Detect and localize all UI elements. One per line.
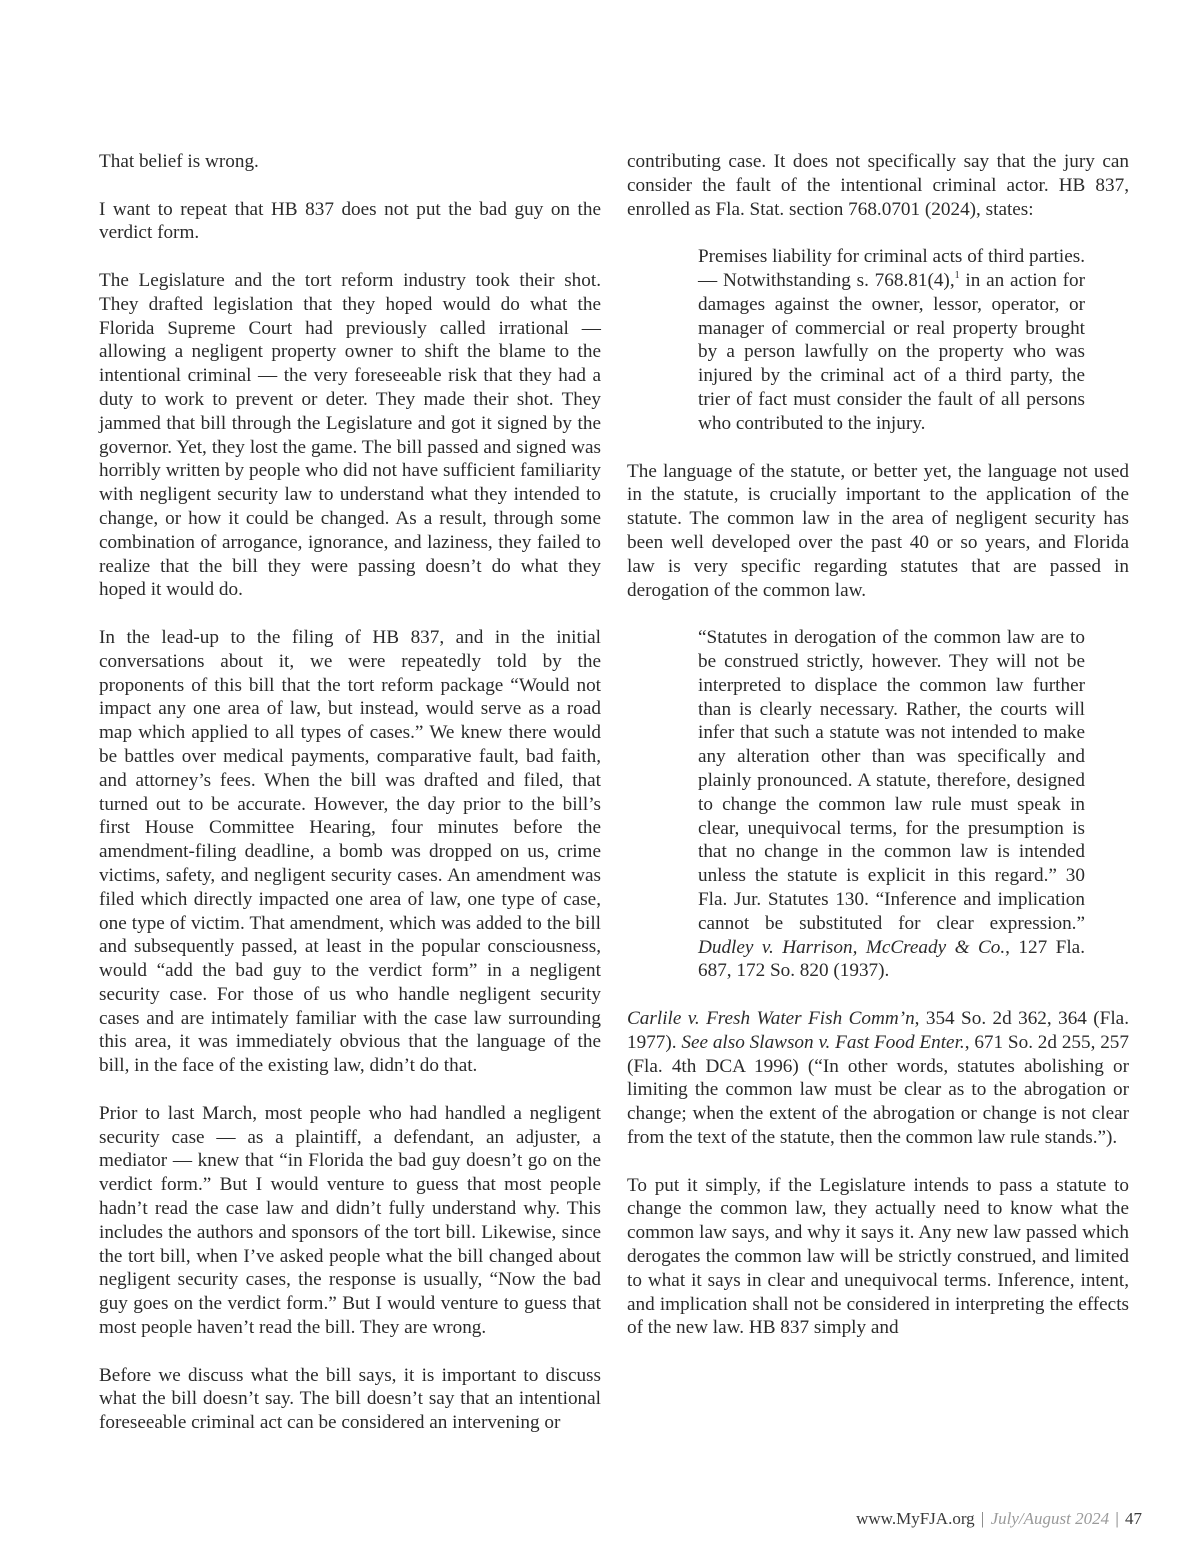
case-name: Carlile v. Fresh Water Fish Comm’n: [627, 1008, 915, 1030]
case-law-quote-text: [698, 626, 1085, 983]
right-column: [627, 150, 1129, 1364]
citation: , 127 Fla. 687, 172 So. 820 (1937).: [698, 936, 1085, 982]
footer-separator: |: [980, 1509, 985, 1528]
paragraph: I want to repeat that HB 837 does not put the bad guy on the verdict form.: [99, 198, 601, 244]
paragraph: contributing case. It does not specifically say that the jury can consider the fault of the intentional criminal actor. HB 837, enrolled as Fla. Stat. section 768.0701 (2024), states:: [627, 151, 1129, 220]
footnote-marker: 1: [954, 269, 960, 281]
paragraph: [627, 1007, 1129, 1150]
paragraph: To put it simply, if the Legislature intends to pass a statute to change the common law, they actually need to know what the common law says, and why it says it. Any new law passed which derogates the common law will be strictly construed, and limited to what it says in clear and unequivocal terms. Inference, intent, and implication shall not be considered in interpreting the effects of the new law. HB 837 simply and: [627, 1174, 1129, 1339]
quote-text: “Statutes in derogation of the common law are to be construed strictly, however. They will not be interpreted to displace the common law further than is clearly necessary. Rather, the courts will infer that such a statute was not intended to make any alteration other than was specifically and plainly pronounced. A statute, therefore, designed to change the common law rule must speak in clear, unequivocal terms, for the presumption is that no change in the common law is intended unless the statute is explicit in this regard.” 30 Fla. Jur. Statutes 130. “Inference and implication cannot be substituted for clear expression.”: [698, 627, 1085, 934]
paragraph: Prior to last March, most people who had handled a negligent security case — as a plaintiff, a defendant, an adjuster, a mediator — knew that “in Florida the bad guy doesn’t go on the verdict form.” But I would venture to guess that most people hadn’t read the case law and didn’t fully understand why. This includes the authors and sponsors of the tort bill. Likewise, since the tort bill, when I’ve asked people what the bill changed about negligent security cases, the response is usually, “Now the bad guy goes on the verdict form.” But I would venture to guess that most people haven’t read the bill. They are wrong.: [99, 1102, 601, 1339]
paragraph: That belief is wrong.: [99, 151, 259, 172]
paragraph: The language of the statute, or better yet, the language not used in the statute, is crucially important to the application of the statute. The common law in the area of negligent security has been well developed over the past 40 or so years, and Florida law is very specific regarding statutes that are passed in derogation of the common law.: [627, 460, 1129, 601]
issue-date: July/August 2024: [990, 1509, 1110, 1528]
website-link[interactable]: www.MyFJA.org: [856, 1509, 975, 1528]
citation: , 354 So. 2d 362, 364 (Fla. 1977).: [627, 1008, 1129, 1053]
paragraph: Before we discuss what the bill says, it is important to discuss what the bill doesn’t say. The bill doesn’t say that an intentional foreseeable criminal act can be considered an intervening or: [99, 1364, 601, 1434]
case-law-block-quote: [698, 626, 1085, 983]
quote-text: Premises liability for criminal acts of third parties. — Notwithstanding s. 768.81(4),: [698, 246, 1085, 291]
footer-separator: |: [1115, 1509, 1119, 1528]
quote-text: in an action for damages against the owner, lessor, operator, or manager of commercial or real property brought by a person lawfully on the property who was injured by the criminal act of a third party, the trier of fact must consider the fault of all persons who contributed to the injury.: [698, 269, 1085, 434]
case-name: Dudley v. Harrison, McCready & Co.: [698, 936, 1006, 958]
statute-block-quote: [698, 245, 1085, 435]
case-name: See also Slawson v. Fast Food Enter.: [681, 1031, 965, 1053]
statute-quote-text: [698, 245, 1085, 435]
left-column: [99, 150, 601, 1459]
page-number: 47: [1125, 1509, 1142, 1528]
citation: , 671 So. 2d 255, 257 (Fla. 4th DCA 1996) (“In other words, statutes abolishing or limiting the common law must be clear as to the abrogation or change; when the extent of the abrogation or change is not clear from the text of the statute, then the common law rule stands.”).: [627, 1031, 1129, 1149]
paragraph: The Legislature and the tort reform industry took their shot. They drafted legislation that they hoped would do what the Florida Supreme Court had previously called irrational — allowing a negligent property owner to shift the blame to the intentional criminal — the very foreseeable risk that they had a duty to work to prevent or deter. They made their shot. They jammed that bill through the Legislature and got it signed by the governor. Yet, they lost the game. The bill passed and signed was horribly written by people who did not have sufficient familiarity with negligent security law to understand what they intended to change, or how it could be changed. As a result, through some combination of arrogance, ignorance, and laziness, they failed to realize that the bill they were passing doesn’t do what they hoped it would do.: [99, 269, 601, 601]
page-footer: [856, 1509, 1142, 1529]
paragraph: In the lead-up to the filing of HB 837, and in the initial conversations about it, we were repeatedly told by the proponents of this bill that the tort reform package “Would not impact any one area of law, but instead, would serve as a road map which applied to all types of cases.” We knew there would be battles over medical payments, comparative fault, bad faith, and attorney’s fees. When the bill was drafted and filed, that turned out to be accurate. However, the day prior to the bill’s first House Committee Hearing, four minutes before the amendment-filing deadline, a bomb was dropped on us, crime victims, safety, and negligent security cases. An amendment was filed which directly impacted one area of law, one type of case, one type of victim. That amendment, which was added to the bill and subsequently passed, at least in the popular consciousness, would “add the bad guy to the verdict form” in a negligent security case. For those of us who handle negligent security cases and are intimately familiar with the case law surrounding this area, it was immediately obvious that the language of the bill, in the face of the existing law, didn’t do that.: [99, 626, 601, 1077]
